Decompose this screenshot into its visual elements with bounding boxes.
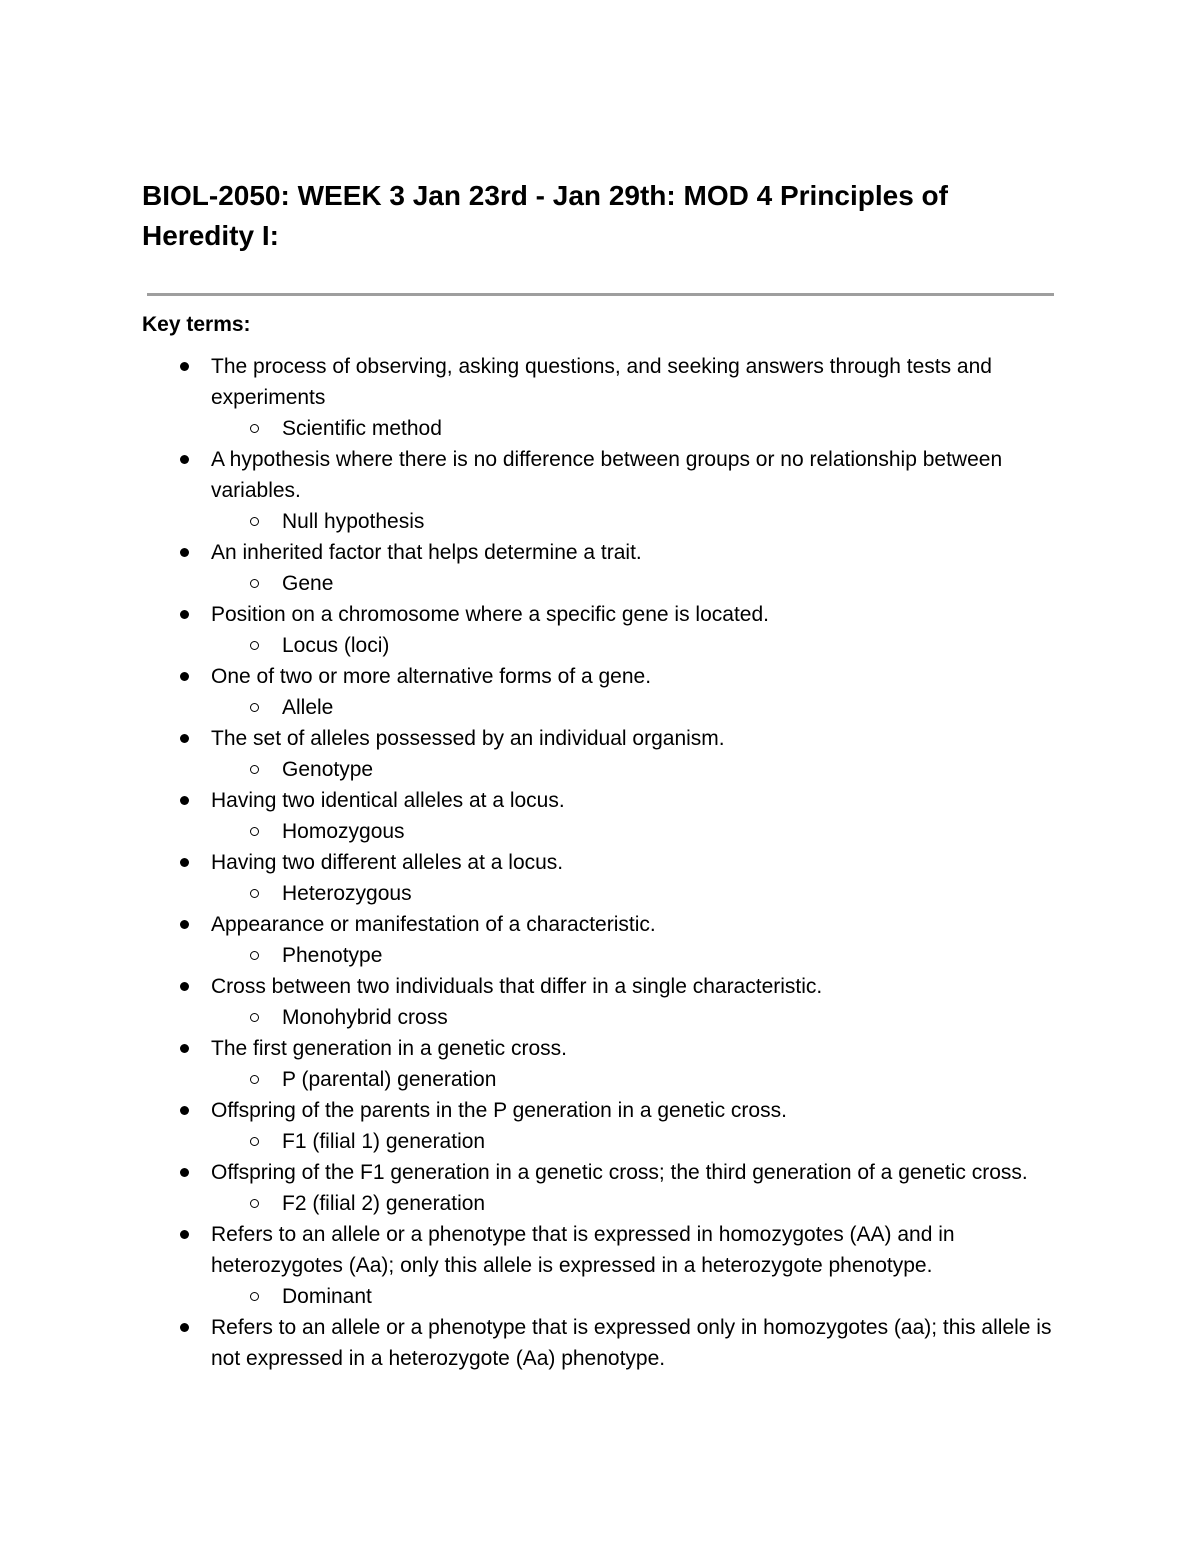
definition-text (0, 1095, 1071, 1126)
definition-text (0, 1033, 1071, 1064)
bullet-dot-icon (180, 362, 189, 371)
bullet-dot-icon (180, 858, 189, 867)
bullet-dot-icon (180, 455, 189, 464)
term-text (0, 1126, 1200, 1157)
term-text (0, 1064, 1200, 1095)
definition-text (0, 909, 1071, 940)
definition-label: One of two or more alternative forms of a gene. (211, 665, 652, 688)
bullet-dot-icon (180, 1106, 189, 1115)
key-terms-list (0, 351, 1200, 1374)
list-item (0, 537, 1200, 599)
bullet-circle-icon (250, 424, 259, 433)
bullet-circle-icon (250, 827, 259, 836)
list-item (0, 1095, 1200, 1157)
definition-text (0, 1157, 1071, 1188)
term-label: Homozygous (282, 820, 405, 843)
definition-text (0, 661, 1071, 692)
list-item (0, 785, 1200, 847)
bullet-circle-icon (250, 1137, 259, 1146)
term-text (0, 692, 1200, 723)
definition-label: A hypothesis where there is no difference between groups or no relationship between variables. (211, 448, 1003, 502)
bullet-circle-icon (250, 703, 259, 712)
bullet-dot-icon (180, 1230, 189, 1239)
definition-label: The first generation in a genetic cross. (211, 1037, 568, 1060)
term-label: Monohybrid cross (282, 1006, 448, 1029)
list-item (0, 847, 1200, 909)
bullet-circle-icon (250, 765, 259, 774)
term-label: Gene (282, 572, 334, 595)
bullet-dot-icon (180, 1168, 189, 1177)
definition-text (0, 444, 1071, 506)
list-item (0, 723, 1200, 785)
term-label: Scientific method (282, 417, 442, 440)
term-label: P (parental) generation (282, 1068, 497, 1091)
list-item (0, 1312, 1200, 1374)
definition-text (0, 351, 1071, 413)
bullet-dot-icon (180, 1044, 189, 1053)
bullet-dot-icon (180, 796, 189, 805)
term-label: Null hypothesis (282, 510, 425, 533)
bullet-circle-icon (250, 1013, 259, 1022)
bullet-dot-icon (180, 610, 189, 619)
term-text (0, 630, 1200, 661)
term-text (0, 1281, 1200, 1312)
definition-label: Refers to an allele or a phenotype that is expressed in homozygotes (AA) and in heterozygotes (Aa); only this allele is expressed in a heterozygote phenotype. (211, 1223, 955, 1277)
document-title: BIOL-2050: WEEK 3 Jan 23rd - Jan 29th: MOD 4 Principles of Heredity I: (142, 180, 948, 251)
definition-text (0, 785, 1071, 816)
definition-label: Cross between two individuals that differ in a single characteristic. (211, 975, 823, 998)
definition-text (0, 723, 1071, 754)
bullet-dot-icon (180, 1323, 189, 1332)
definition-label: Having two identical alleles at a locus. (211, 789, 565, 812)
list-item (0, 1033, 1200, 1095)
horizontal-divider (147, 293, 1054, 296)
list-item (0, 1157, 1200, 1219)
bullet-circle-icon (250, 1199, 259, 1208)
term-text (0, 1002, 1200, 1033)
term-label: Phenotype (282, 944, 383, 967)
definition-label: Refers to an allele or a phenotype that is expressed only in homozygotes (aa); this allele is not expressed in a heterozygote (Aa) phenotype. (211, 1316, 1052, 1370)
definition-text (0, 537, 1071, 568)
definition-label: Having two different alleles at a locus. (211, 851, 564, 874)
term-label: Heterozygous (282, 882, 412, 905)
bullet-circle-icon (250, 951, 259, 960)
bullet-circle-icon (250, 641, 259, 650)
term-text (0, 506, 1200, 537)
definition-text (0, 1312, 1071, 1374)
bullet-dot-icon (180, 548, 189, 557)
term-text (0, 878, 1200, 909)
term-text (0, 940, 1200, 971)
definition-text (0, 599, 1071, 630)
bullet-circle-icon (250, 517, 259, 526)
definition-label: Offspring of the parents in the P generation in a genetic cross. (211, 1099, 787, 1122)
bullet-dot-icon (180, 734, 189, 743)
bullet-circle-icon (250, 889, 259, 898)
list-item (0, 661, 1200, 723)
list-item (0, 909, 1200, 971)
bullet-dot-icon (180, 920, 189, 929)
term-text (0, 413, 1200, 444)
term-text (0, 754, 1200, 785)
term-label: F1 (filial 1) generation (282, 1130, 486, 1153)
term-label: Allele (282, 696, 334, 719)
bullet-circle-icon (250, 1292, 259, 1301)
definition-label: Appearance or manifestation of a characteristic. (211, 913, 656, 936)
definition-text (0, 1219, 1071, 1281)
definition-text (0, 971, 1071, 1002)
term-label: Dominant (282, 1285, 372, 1308)
term-text (0, 568, 1200, 599)
definition-label: Offspring of the F1 generation in a genetic cross; the third generation of a genetic cross. (211, 1161, 1028, 1184)
term-label: F2 (filial 2) generation (282, 1192, 486, 1215)
definition-label: An inherited factor that helps determine a trait. (211, 541, 642, 564)
list-item (0, 599, 1200, 661)
term-label: Genotype (282, 758, 374, 781)
term-label: Locus (loci) (282, 634, 390, 657)
list-item (0, 971, 1200, 1033)
definition-label: The process of observing, asking questions, and seeking answers through tests and experiments (211, 355, 992, 409)
bullet-circle-icon (250, 1075, 259, 1084)
list-item (0, 444, 1200, 537)
key-terms-heading: Key terms: (142, 313, 251, 336)
bullet-dot-icon (180, 982, 189, 991)
term-text (0, 816, 1200, 847)
definition-label: Position on a chromosome where a specific gene is located. (211, 603, 769, 626)
definition-label: The set of alleles possessed by an individual organism. (211, 727, 725, 750)
list-item (0, 351, 1200, 444)
bullet-dot-icon (180, 672, 189, 681)
term-text (0, 1188, 1200, 1219)
definition-text (0, 847, 1071, 878)
bullet-circle-icon (250, 579, 259, 588)
list-item (0, 1219, 1200, 1312)
